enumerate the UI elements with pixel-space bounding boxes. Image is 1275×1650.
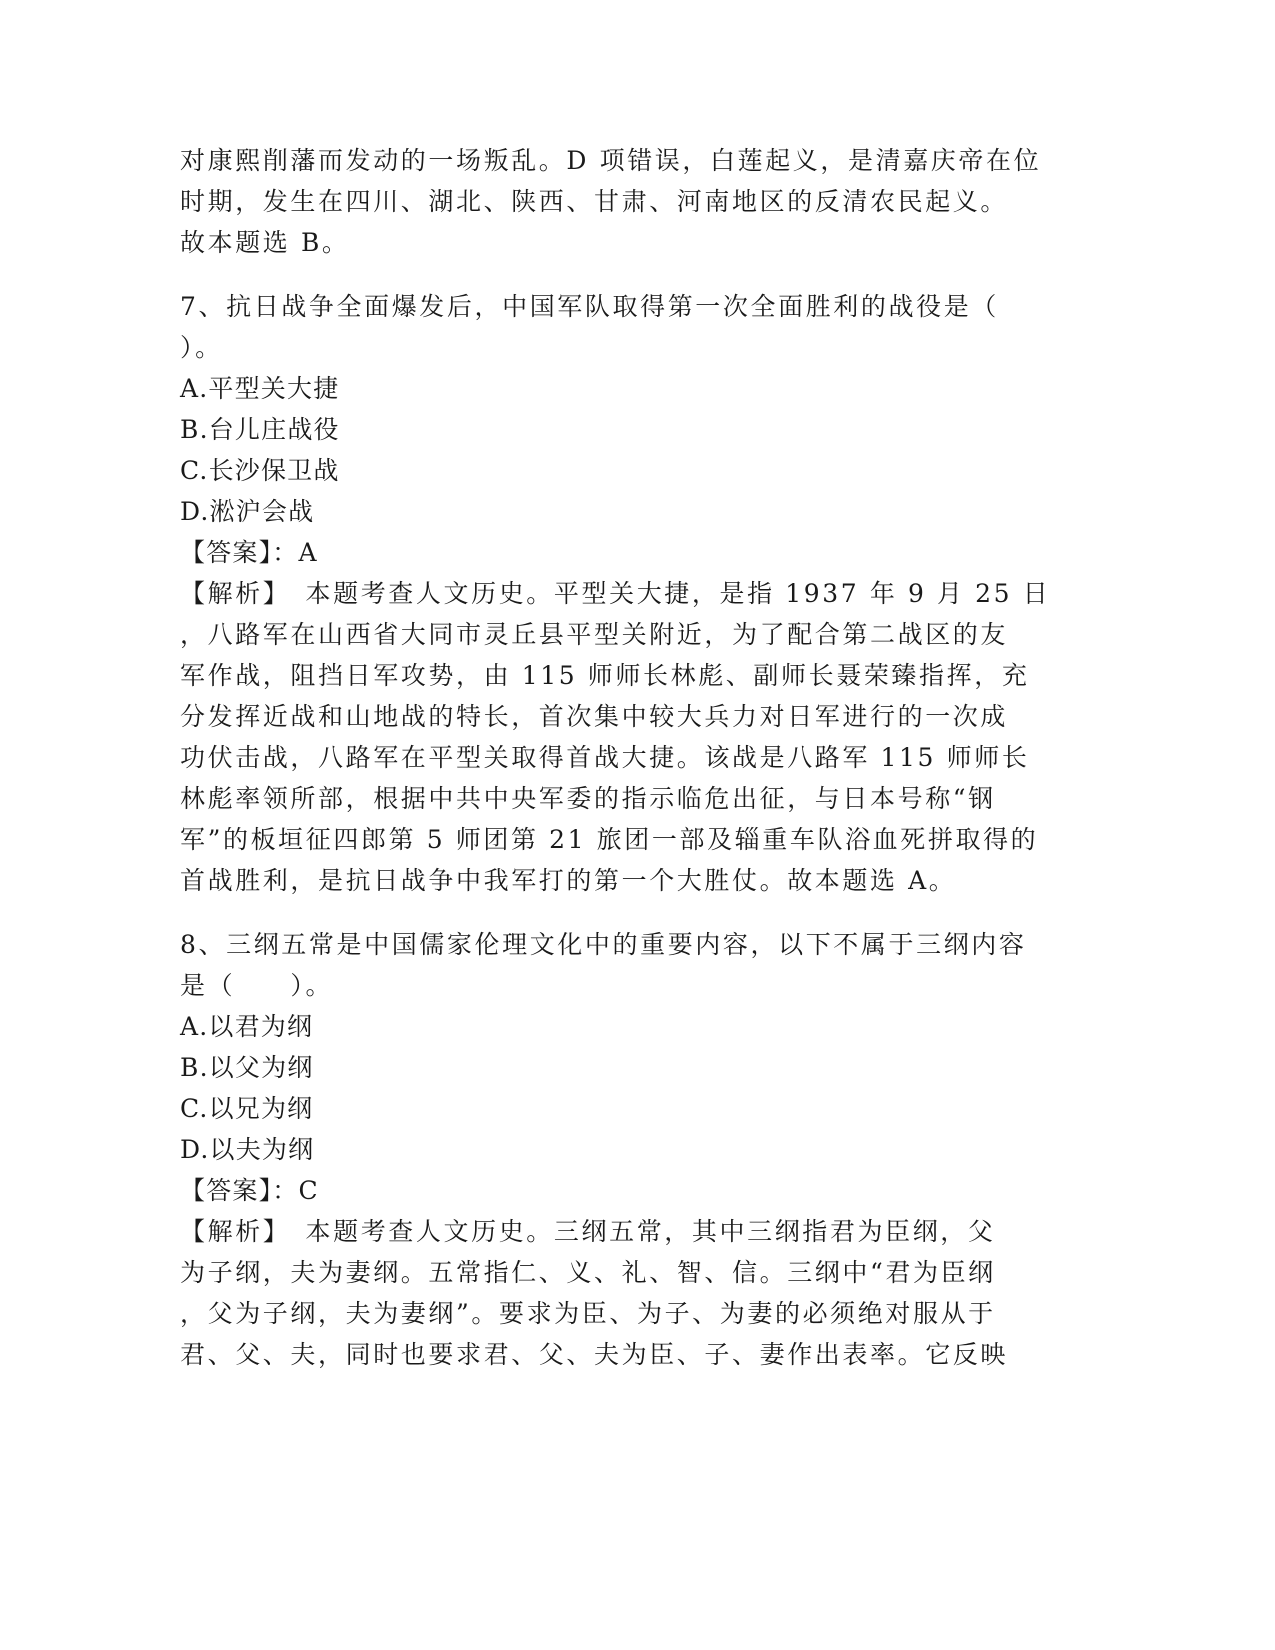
q8-option-c: C.以兄为纲 (180, 1094, 314, 1123)
q7-analysis-line: 【解析】 本题考查人文历史。平型关大捷，是指 1937 年 9 月 25 日 (180, 579, 1051, 608)
q8-question-line: 8、三纲五常是中国儒家伦理文化中的重要内容，以下不属于三纲内容 (180, 930, 1027, 959)
q7-analysis-line: 分发挥近战和山地战的特长，首次集中较大兵力对日军进行的一次成 (180, 702, 1009, 731)
q8-question-line: 是（ ）。 (180, 971, 334, 1000)
q7-question-line: ）。 (180, 333, 223, 362)
q8-analysis-line: 【解析】 本题考查人文历史。三纲五常，其中三纲指君为臣纲，父 (180, 1217, 996, 1246)
prev-analysis-line: 对康熙削藩而发动的一场叛乱。D 项错误，白莲起义，是清嘉庆帝在位 (180, 146, 1042, 175)
q8-analysis-line: 君、父、夫，同时也要求君、父、夫为臣、子、妻作出表率。它反映 (180, 1340, 1009, 1369)
q8-option-b: B.以父为纲 (180, 1053, 314, 1082)
q7-analysis-line: 首战胜利，是抗日战争中我军打的第一个大胜仗。故本题选 A。 (180, 866, 957, 895)
prev-analysis-line: 故本题选 B。 (180, 228, 350, 257)
q8-analysis-line: 为子纲，夫为妻纲。五常指仁、义、礼、智、信。三纲中“君为臣纲 (180, 1258, 996, 1287)
prev-analysis-line: 时期，发生在四川、湖北、陕西、甘肃、河南地区的反清农民起义。 (180, 187, 1009, 216)
q7-analysis-line: 林彪率领所部，根据中共中央军委的指示临危出征，与日本号称“钢 (180, 784, 996, 813)
q7-option-d: D.淞沪会战 (180, 497, 315, 526)
q7-option-a: A.平型关大捷 (180, 374, 340, 403)
q8-option-a: A.以君为纲 (180, 1012, 314, 1041)
q8-analysis-line: ，父为子纲，夫为妻纲”。要求为臣、为子、为妻的必须绝对服从于 (180, 1299, 996, 1328)
q7-analysis-line: ，八路军在山西省大同市灵丘县平型关附近，为了配合第二战区的友 (180, 620, 1009, 649)
q7-option-c: C.长沙保卫战 (180, 456, 340, 485)
q8-answer: 【答案】：C (180, 1176, 319, 1205)
q8-option-d: D.以夫为纲 (180, 1135, 315, 1164)
q7-question-line: 7、抗日战争全面爆发后，中国军队取得第一次全面胜利的战役是（ (180, 292, 999, 321)
q7-analysis-line: 军”的板垣征四郎第 5 师团第 21 旅团一部及辎重车队浴血死拼取得的 (180, 825, 1039, 854)
q7-analysis-line: 功伏击战，八路军在平型关取得首战大捷。该战是八路军 115 师师长 (180, 743, 1030, 772)
q7-option-b: B.台儿庄战役 (180, 415, 340, 444)
q7-analysis-line: 军作战，阻挡日军攻势，由 115 师师长林彪、副师长聂荣臻指挥，充 (180, 661, 1030, 690)
q7-answer: 【答案】：A (180, 538, 318, 567)
